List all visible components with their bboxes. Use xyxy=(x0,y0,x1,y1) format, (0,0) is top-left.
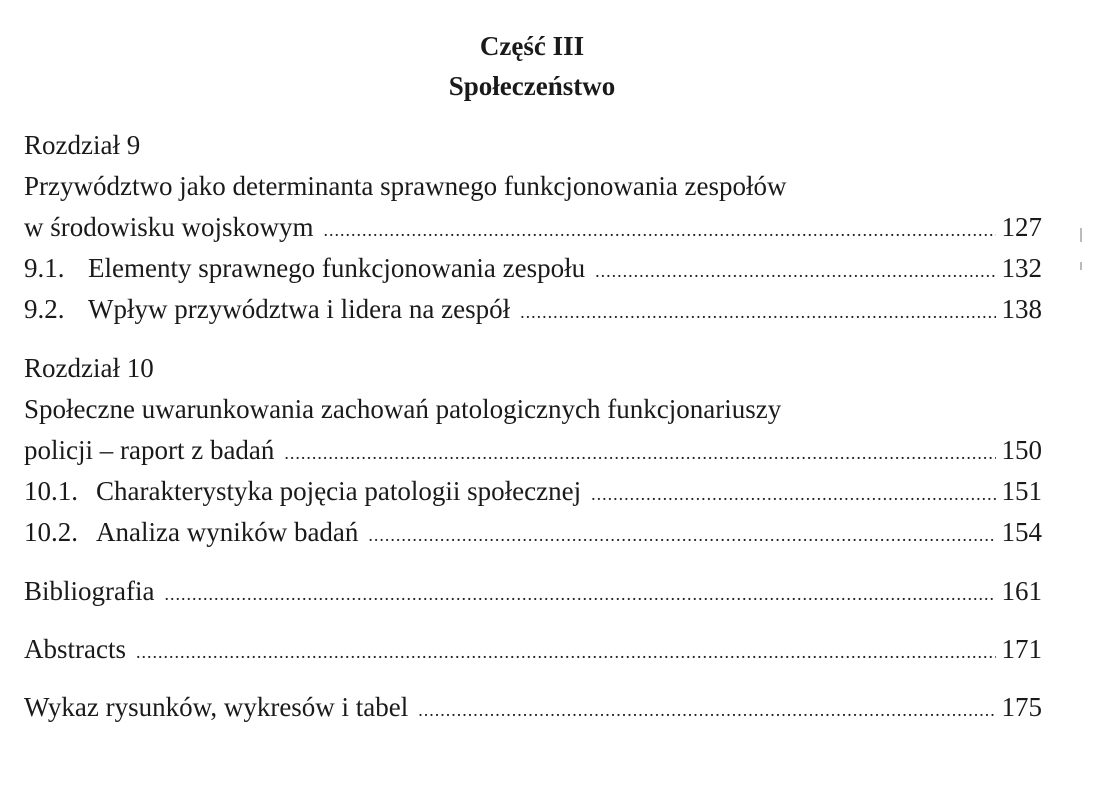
dot-leader xyxy=(418,693,995,727)
section-number: 10.1. xyxy=(24,476,78,506)
entry-page: 171 xyxy=(1001,634,1042,664)
bibliography-entry[interactable] xyxy=(24,574,1042,611)
entry-page: 161 xyxy=(1001,576,1042,606)
chapter-10-page: 150 xyxy=(1001,435,1042,465)
section-number: 10.2. xyxy=(24,517,78,547)
chapter-9-heading: Rozdział 9 xyxy=(24,130,141,160)
dot-leader xyxy=(368,518,995,552)
entry-title: Wykaz rysunków, wykresów i tabel xyxy=(24,692,409,722)
section-9-2-entry[interactable] xyxy=(24,292,1042,329)
dot-leader xyxy=(164,577,995,611)
section-number: 9.2. xyxy=(24,294,65,324)
figures-tables-list-entry[interactable] xyxy=(24,690,1042,727)
section-title: Charakterystyka pojęcia patologii społecznej xyxy=(96,476,582,506)
section-title: Wpływ przywództwa i lidera na zespół xyxy=(88,294,511,324)
part-number: Część III xyxy=(479,31,585,61)
section-page: 138 xyxy=(1001,294,1042,324)
chapter-10-heading: Rozdział 10 xyxy=(24,353,154,383)
section-10-1-entry[interactable] xyxy=(24,474,1042,511)
entry-title: Abstracts xyxy=(24,634,126,664)
section-title: Elementy sprawnego funkcjonowania zespołu xyxy=(88,253,586,283)
section-10-2-entry[interactable] xyxy=(24,515,1042,552)
dot-leader xyxy=(136,635,996,669)
chapter-10-entry[interactable] xyxy=(24,433,1042,470)
section-9-1-entry[interactable] xyxy=(24,251,1042,288)
scan-mark xyxy=(1080,228,1082,242)
chapter-10-title-line1: Społeczne uwarunkowania zachowań patologicznych funkcjonariuszy xyxy=(24,394,782,424)
part-title: Społeczeństwo xyxy=(448,71,616,101)
abstracts-entry[interactable] xyxy=(24,632,1042,669)
dot-leader xyxy=(324,213,996,247)
entry-page: 175 xyxy=(1001,692,1042,722)
section-page: 154 xyxy=(1001,517,1042,547)
section-page: 132 xyxy=(1001,253,1042,283)
section-number: 9.1. xyxy=(24,253,65,283)
chapter-9-title-line2: w środowisku wojskowym xyxy=(24,212,314,242)
dot-leader xyxy=(595,254,995,288)
scan-mark xyxy=(1080,262,1082,270)
section-page: 151 xyxy=(1001,476,1042,506)
dot-leader xyxy=(591,477,995,511)
entry-title: Bibliografia xyxy=(24,576,155,606)
chapter-9-entry[interactable] xyxy=(24,210,1042,247)
dot-leader xyxy=(520,295,995,329)
chapter-10-title-line2: policji – raport z badań xyxy=(24,435,275,465)
chapter-9-page: 127 xyxy=(1001,212,1042,242)
dot-leader xyxy=(284,436,995,470)
section-title: Analiza wyników badań xyxy=(96,517,359,547)
chapter-9-title-line1: Przywództwo jako determinanta sprawnego funkcjonowania zespołów xyxy=(24,171,787,201)
